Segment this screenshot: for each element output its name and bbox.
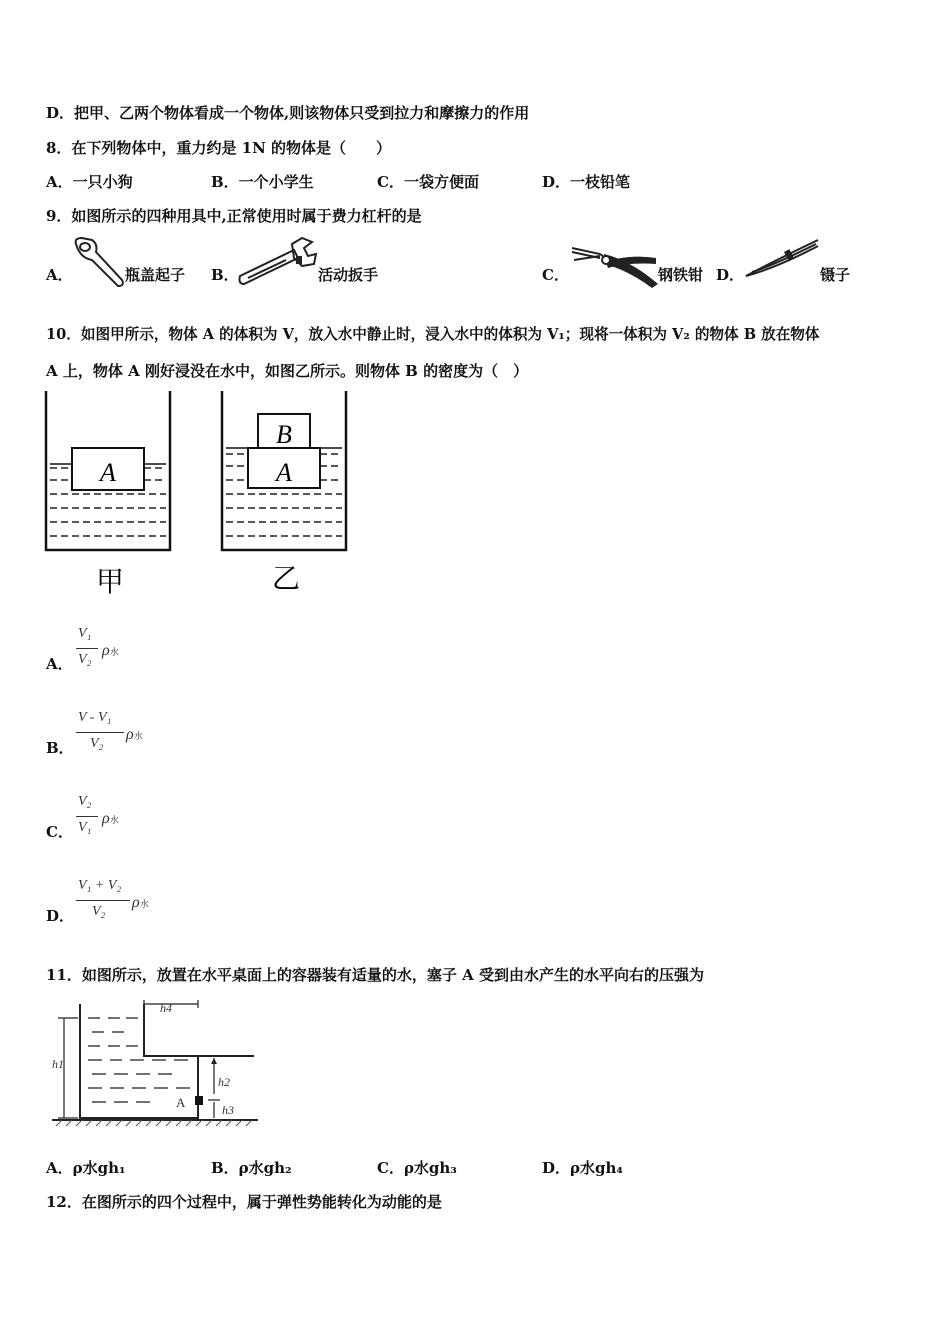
q7-option-d: D．把甲、乙两个物体看成一个物体,则该物体只受到拉力和摩擦力的作用 [46, 104, 530, 122]
q10-option-a-fraction [76, 626, 100, 672]
pliers-icon [570, 240, 662, 290]
q8-option-d: D．一枝铅笔 [542, 173, 631, 191]
q10-option-d-fraction [76, 878, 132, 924]
q8-option-b: B．一个小学生 [211, 173, 314, 191]
q11-figure [48, 998, 260, 1130]
q10-block-a-right: A [276, 458, 292, 487]
rho-symbol: ρ [126, 726, 134, 743]
rho-symbol: ρ [132, 894, 140, 911]
q10-option-c-letter: C． [46, 823, 73, 841]
rho-subscript: 水 [133, 731, 143, 741]
q10-option-d-rho [132, 894, 149, 912]
q11-option-a: A．ρ水gh₁ [46, 1159, 126, 1177]
q10-option-a-letter: A． [46, 655, 73, 673]
tweezers-icon [742, 236, 822, 282]
fraction-denominator: V₁ [78, 820, 92, 835]
q10-option-b-rho [126, 726, 143, 744]
q10-label-right: 乙 [271, 564, 301, 595]
rho-symbol: ρ [102, 642, 110, 659]
fraction-numerator: V - V₁ [78, 710, 112, 725]
q11-label-h4: h4 [160, 1001, 172, 1015]
q9-letter-a: A． [46, 266, 73, 284]
fraction-numerator: V₂ [78, 794, 92, 809]
wrench-icon [236, 236, 320, 288]
q12-stem: 12．在图所示的四个过程中，属于弹性势能转化为动能的是 [46, 1193, 442, 1211]
q11-stopper-label: A [176, 1095, 186, 1110]
q10-option-a-rho [102, 642, 119, 660]
q9-letter-b: B． [211, 266, 239, 284]
q11-option-d: D．ρ水gh₄ [542, 1159, 623, 1177]
q8-option-a: A．一只小狗 [46, 173, 133, 191]
q10-block-a-left: A [100, 458, 116, 487]
q11-option-b: B．ρ水gh₂ [211, 1159, 292, 1177]
q10-stem-line2: A 上，物体 A 刚好浸没在水中，如图乙所示。则物体 B 的密度为（ ） [46, 362, 529, 380]
q9-tool-b: 活动扳手 [318, 266, 379, 284]
q11-label-h2: h2 [218, 1075, 230, 1089]
q10-label-left: 甲 [95, 567, 125, 598]
q10-option-c-fraction [76, 794, 100, 840]
q9-letter-d: D． [716, 266, 745, 284]
q9-tool-d: 镊子 [820, 266, 851, 284]
fraction-denominator: V₂ [78, 652, 92, 667]
q8-option-c: C．一袋方便面 [377, 173, 479, 191]
q11-label-h1: h1 [52, 1057, 64, 1071]
q10-stem-line1: 10．如图甲所示，物体 A 的体积为 V，放入水中静止时，浸入水中的体积为 V₁；现将一体积为 V₂ 的物体 B 放在物体 [46, 326, 820, 343]
q10-option-c-rho [102, 810, 119, 828]
q10-option-d-letter: D． [46, 907, 75, 925]
bottle-opener-icon [70, 236, 128, 288]
q10-block-b: B [276, 420, 292, 449]
fraction-denominator: V₂ [90, 736, 104, 751]
fraction-numerator: V₁ [78, 626, 92, 641]
q9-tool-c: 钢铁钳 [658, 266, 704, 284]
q10-option-b-fraction [76, 710, 126, 756]
q9-tool-a: 瓶盖起子 [125, 266, 186, 284]
q9-stem: 9．如图所示的四种用具中,正常使用时属于费力杠杆的是 [46, 207, 422, 225]
fraction-numerator: V₁ + V₂ [78, 878, 122, 893]
q11-label-h3: h3 [222, 1103, 234, 1117]
q10-option-b-letter: B． [46, 739, 74, 757]
rho-symbol: ρ [102, 810, 110, 827]
rho-subscript: 水 [109, 647, 119, 657]
q10-figure [40, 388, 360, 603]
rho-subscript: 水 [139, 899, 149, 909]
rho-subscript: 水 [109, 815, 119, 825]
q11-option-c: C．ρ水gh₃ [377, 1159, 457, 1177]
q8-stem: 8．在下列物体中，重力约是 1N 的物体是（ ） [46, 139, 392, 157]
q11-stem: 11．如图所示，放置在水平桌面上的容器装有适量的水，塞子 A 受到由水产生的水平向右的压强为 [46, 966, 704, 984]
fraction-denominator: V₂ [92, 904, 106, 919]
q9-letter-c: C． [542, 266, 569, 284]
